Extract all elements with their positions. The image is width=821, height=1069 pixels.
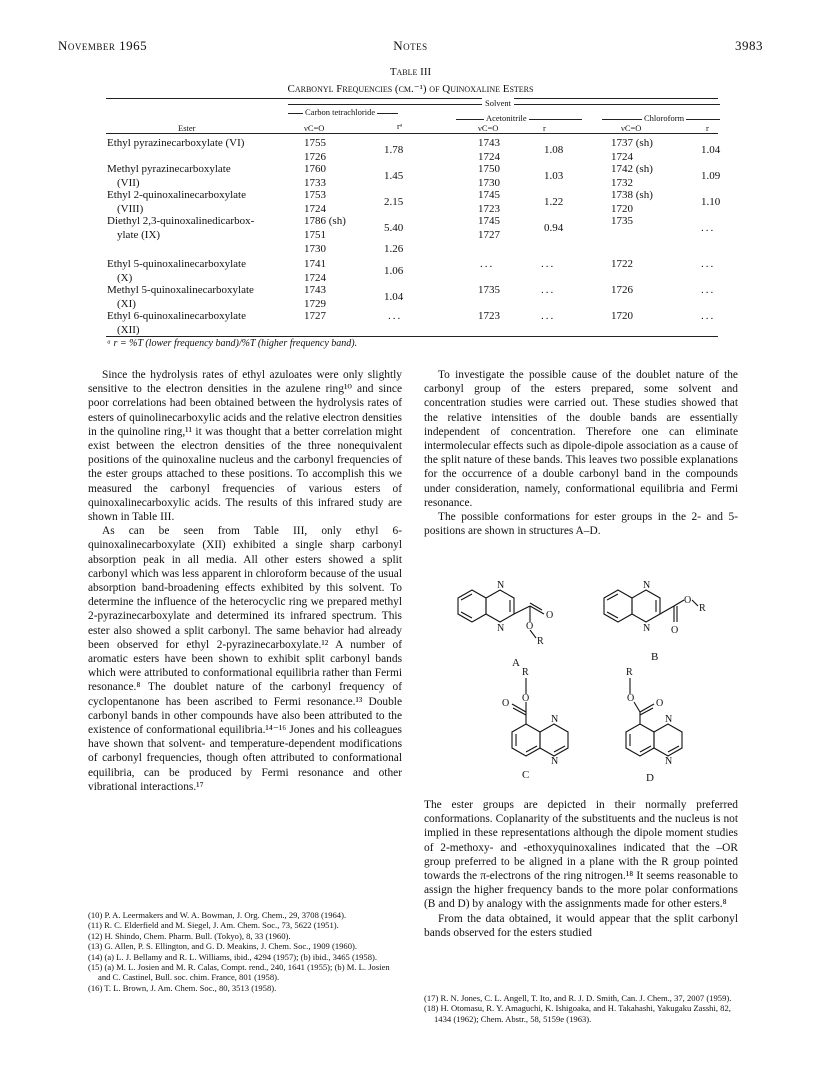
atom-label: O	[522, 693, 530, 704]
reference: (14) (a) L. J. Bellamy and R. L. Williams, ibid., 4294 (1957); (b) ibid., 3465 (1958).	[88, 951, 378, 962]
reference: (11) R. C. Elderfield and M. Siegel, J. Am. Chem. Soc., 73, 5622 (1951).	[88, 920, 339, 931]
table-row	[107, 162, 231, 190]
left-column-body	[88, 368, 402, 794]
running-head-section: Notes	[393, 38, 428, 53]
solvent-header: Solvent	[482, 98, 514, 108]
atom-label: N	[643, 580, 651, 591]
table-header-rule	[106, 133, 718, 134]
right-references	[424, 993, 738, 1024]
ccl4-values: 1786 (sh) 1751	[304, 215, 346, 241]
chcl3-values: 1735	[611, 215, 633, 227]
ester-name: Methyl 5-quinoxalinecarboxylate	[107, 284, 254, 296]
chcl3-ratio: ...	[701, 284, 716, 296]
mecn-values: 1743 1724	[478, 137, 500, 163]
chcl3-ratio: 1.04	[701, 144, 721, 156]
ester-name: Diethyl 2,3-quinoxalinedicarbox-	[107, 215, 255, 227]
table-row	[107, 257, 246, 285]
ccl4-ratio: 1.26	[384, 243, 404, 255]
ester-number: ylate (IX)	[117, 229, 161, 241]
paragraph: To investigate the possible cause of the doublet nature of the carbonyl group of the esters prepared, some solvent and concentration studies were carried out. These studies showed that the relative intensities of the double bands are essentially independent of concentration. Therefore one can eliminate intermolecular effects such as dipole-dipole association as a cause of the split nature of these bands. This leaves two possible explanations for the occurrence of a double carbonyl band in the compounds under consideration, namely, conformational equilibria and Fermi resonance.	[424, 369, 738, 509]
ccl4-ratio: 1.78	[384, 144, 404, 156]
atom-label: N	[665, 756, 673, 767]
table-caption: Carbonyl Frequencies (cm.⁻¹) of Quinoxaline Esters	[287, 83, 534, 95]
page-number: 3983	[735, 38, 763, 53]
paragraph: Since the hydrolysis rates of ethyl azuloates were only slightly sensitive to the electron densities in the azulene ring¹⁰ and since poor correlations had been obtained between the hydrolysis rates of esters of quinolinecarboxylic acids and the relative electron densities in the quinoline ring,¹¹ it was thought that a better correlation might exist between the electron densities of the three nonequivalent positions of the quinoxaline nucleus and the carbonyl frequencies of the ester groups attached to these positions. To accomplish this we measured the carbonyl frequencies of various esters of quinoxalinecarboxylic acids. The results of this infrared study are shown in Table III.	[88, 369, 402, 524]
reference: (16) T. L. Brown, J. Am. Chem. Soc., 80, 3513 (1958).	[88, 982, 277, 993]
table-footnote: ᵃ r = %T (lower frequency band)/%T (higher frequency band).	[107, 338, 358, 349]
chcl3-values: 1720	[611, 310, 633, 322]
mecn-ratio: ...	[541, 284, 556, 296]
reference: (13) G. Allen, P. S. Ellington, and G. D. Meakins, J. Chem. Soc., 1909 (1960).	[88, 941, 358, 952]
chcl3-values: 1737 (sh) 1724	[611, 137, 653, 163]
ccl4-ratio: ...	[388, 310, 403, 322]
structure-d	[626, 678, 682, 756]
ccl4-values: 1755 1726	[304, 137, 326, 163]
ccl4-ratio: 2.15	[384, 196, 404, 208]
mecn-ratio: 1.22	[544, 196, 564, 208]
atom-label: O	[656, 698, 664, 709]
ccl4-ratio: 1.45	[384, 170, 404, 182]
atom-label: N	[643, 623, 651, 634]
ccl4-values: 1727	[304, 310, 326, 322]
atom-label: O	[684, 595, 692, 606]
mecn-values: 1745 1723	[478, 189, 500, 215]
chcl3-ratio: ...	[701, 258, 716, 270]
atom-label: N	[665, 714, 673, 725]
reference: (10) P. A. Leermakers and W. A. Bowman, J. Org. Chem., 29, 3708 (1964).	[88, 910, 347, 920]
ester-name: Ethyl 2-quinoxalinecarboxylate	[107, 189, 246, 201]
structure-label-d: D	[646, 772, 654, 783]
mecn-ratio: 0.94	[544, 222, 564, 234]
running-head-date: November 1965	[58, 38, 148, 53]
mecn-ratio: ...	[541, 258, 556, 270]
paragraph: The possible conformations for ester groups in the 2- and 5-positions are shown in structures A–D.	[424, 511, 738, 538]
reference: (12) H. Shindo, Chem. Pharm. Bull. (Tokyo), 8, 33 (1960).	[88, 930, 291, 941]
atom-label: N	[551, 756, 559, 767]
col-nu-chcl3: νC=O	[621, 123, 642, 133]
atom-label: O	[502, 698, 510, 709]
atom-label: O	[526, 621, 534, 632]
ccl4-values: 1753 1724	[304, 189, 326, 215]
atom-label: R	[699, 603, 706, 614]
table-row	[107, 283, 254, 311]
structure-c	[512, 678, 568, 756]
atom-label: N	[551, 714, 559, 725]
col-nu-mecn: νC=O	[478, 123, 499, 133]
chcl3-values: 1722	[611, 258, 633, 270]
ester-number: (X)	[117, 272, 133, 284]
solvent-acetonitrile: Acetonitrile	[486, 113, 527, 123]
col-r-chcl3: r	[706, 123, 709, 133]
atom-label: R	[626, 667, 633, 678]
atom-label: R	[522, 667, 529, 678]
chcl3-values: 1738 (sh) 1720	[611, 189, 653, 215]
right-column-bottom	[424, 798, 738, 940]
table-top-rule	[106, 98, 718, 99]
mecn-ratio: ...	[541, 310, 556, 322]
paragraph: From the data obtained, it would appear that the split carbonyl bands observed for the esters studied	[424, 912, 738, 939]
atom-label: N	[497, 623, 505, 634]
ccl4-ratio: 1.04	[384, 291, 404, 303]
mecn-ratio: 1.08	[544, 144, 564, 156]
ccl4-values: 1730	[304, 243, 326, 255]
ccl4-values: 1760 1733	[304, 163, 326, 189]
atom-label: O	[627, 693, 635, 704]
table-row	[107, 136, 244, 150]
mecn-values: 1723	[478, 310, 500, 322]
mecn-ratio: 1.03	[544, 170, 564, 182]
atom-label: O	[671, 625, 679, 636]
ester-name: Methyl pyrazinecarboxylate	[107, 163, 231, 175]
solvent-ccl4: Carbon tetrachloride	[305, 107, 376, 117]
mecn-values: 1750 1730	[478, 163, 500, 189]
chcl3-values: 1742 (sh) 1732	[611, 163, 653, 189]
table-row	[107, 214, 254, 242]
ccl4-values: 1741 1724	[304, 258, 326, 284]
right-column-top	[424, 368, 738, 538]
chcl3-ratio: 1.09	[701, 170, 721, 182]
solvent-chloroform: Chloroform	[644, 113, 685, 123]
structures-figure	[440, 578, 740, 783]
ester-number: (XII)	[117, 324, 140, 336]
structure-label-c: C	[522, 769, 530, 781]
atom-label: N	[497, 580, 505, 591]
ccl4-ratio: 1.06	[384, 265, 404, 277]
col-r-ccl4: rᵃ	[397, 121, 403, 131]
table-row	[107, 309, 246, 337]
chcl3-ratio: 1.10	[701, 196, 721, 208]
atom-label: O	[546, 610, 554, 621]
chcl3-ratio: ...	[701, 310, 716, 322]
col-nu-ccl4: νC=O	[304, 123, 325, 133]
ester-number: (XI)	[117, 298, 136, 310]
ester-name: Ethyl 5-quinoxalinecarboxylate	[107, 258, 246, 270]
mecn-values: ...	[480, 258, 495, 270]
paragraph: The ester groups are depicted in their normally preferred conformations. Coplanarity of the substituents and the nucleus is not implied in these representations although the dipole moment studies of 2-methoxy- and -ethoxyquinoxalines indicated that the –OR group preferred to be aligned in a plane with the R group pointed towards the π-electrons of the ring nitrogen.¹⁸ It seems reasonable to assign the higher frequency bands to the more polar conformations (B and D) by analogy with the assignments made for other esters.⁸	[424, 799, 738, 911]
ester-name: Ethyl 6-quinoxalinecarboxylate	[107, 310, 246, 322]
ccl4-ratio: 5.40	[384, 222, 404, 234]
ccl4-values: 1743 1729	[304, 284, 326, 310]
structure-label-b: B	[651, 651, 659, 663]
mecn-values: 1745 1727	[478, 215, 500, 241]
atom-label: R	[537, 636, 544, 647]
table-bottom-rule	[106, 336, 718, 337]
chcl3-values: 1726	[611, 284, 633, 296]
left-references	[88, 910, 402, 993]
table-number: Table III	[389, 66, 432, 78]
ester-number: (VII)	[117, 177, 140, 189]
paragraph: As can be seen from Table III, only ethyl 6-quinoxalinecarboxylate (XII) exhibited a single sharp carbonyl absorption peak in all media. All other esters showed a split carbonyl which was less apparent in chloroform because of the usual absorption band-broadening effects exhibited by this solvent. To determine the influence of the heterocyclic ring we prepared methyl 2-pyrazinecarboxylate and determined its infrared spectrum. This ester also showed a split carbonyl. The same behavior had already been observed for ethyl 2-pyrazinecarboxylate.¹² A number of aromatic esters have been shown to exhibit split carbonyl bands which were attributed to conformational equilibria rather than Fermi resonance.⁸ The doublet nature of the carbonyl frequency of cyclopentanone has been ascribed to Fermi resonance.¹³ Double carbonyl bands in other compounds have also been attributed to the existence of conformational equilibria.¹⁴⁻¹⁶ Jones and his colleagues have shown that solvent- and temperature-dependent modifications of carbonyl frequencies, though often attributed to conformational equilibria, can be produced by Fermi resonance and other vibrational interactions.¹⁷	[88, 525, 402, 793]
col-r-mecn: r	[543, 123, 546, 133]
reference: (15) (a) M. L. Josien and M. R. Calas, Compt. rend., 240, 1641 (1955); (b) M. L. Josien and C. Castinel, Bull. soc. chim. France, 801 (1958).	[88, 962, 390, 983]
reference: (17) R. N. Jones, C. L. Angell, T. Ito, and R. J. D. Smith, Can. J. Chem., 37, 2007 (1959).	[424, 993, 732, 1003]
ester-number: (VIII)	[117, 203, 144, 215]
structure-label-a: A	[512, 657, 520, 669]
table-row	[107, 188, 246, 216]
ester-name: Ethyl pyrazinecarboxylate (VI)	[107, 137, 245, 149]
reference: (18) H. Otomasu, R. Y. Amaguchi, K. Ishigoaka, and H. Takahashi, Yakugaku Zasshi, 82, 1434 (1962); Chem. Abstr., 58, 5159e (1963).	[424, 1003, 731, 1024]
chcl3-ratio: ...	[701, 222, 716, 234]
col-ester: Ester	[178, 123, 196, 133]
mecn-values: 1735	[478, 284, 500, 296]
